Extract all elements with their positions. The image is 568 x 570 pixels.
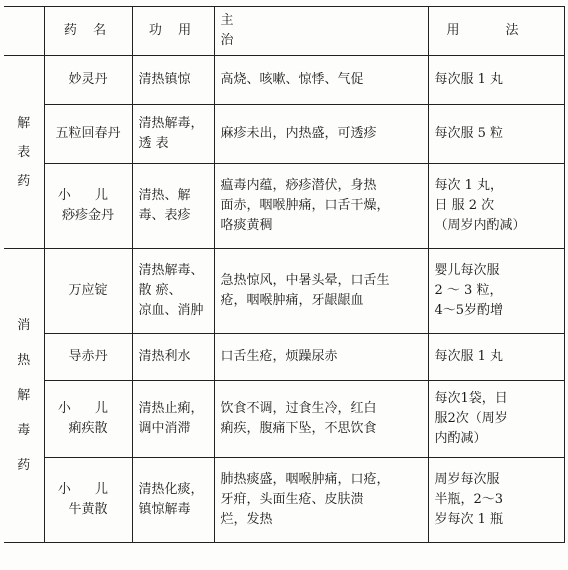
table-row bbox=[4, 381, 564, 458]
drug-name: 小 儿 牛黄散 bbox=[44, 458, 132, 543]
header-name: 药 名 bbox=[44, 7, 132, 56]
drug-name: 导赤丹 bbox=[44, 334, 132, 381]
drug-function: 清热止痢， 调中消滞 bbox=[132, 381, 214, 458]
drug-name: 妙灵丹 bbox=[44, 56, 132, 105]
drug-function: 清热镇惊 bbox=[132, 56, 214, 105]
drug-indication: 瘟毒内蕴，痧疹潜伏，身热 面赤，咽喉肿痛，口舌干燥， 咯痰黄稠 bbox=[214, 164, 428, 249]
medicine-table bbox=[4, 6, 565, 543]
drug-function: 清热化痰， 镇惊解毒 bbox=[132, 458, 214, 543]
drug-name: 万应锭 bbox=[44, 249, 132, 334]
table-row bbox=[4, 458, 564, 543]
drug-usage: 每次 1 丸， 日 服 2 次 （周岁内酌减） bbox=[428, 164, 564, 249]
drug-name: 小 儿 痢疾散 bbox=[44, 381, 132, 458]
drug-indication: 麻疹未出，内热盛，可透疹 bbox=[214, 105, 428, 164]
table-row bbox=[4, 334, 564, 381]
drug-function: 清热解毒， 透 表 bbox=[132, 105, 214, 164]
drug-indication: 口舌生疮，烦躁尿赤 bbox=[214, 334, 428, 381]
drug-indication: 肺热痰盛，咽喉肿痛，口疮， 牙疳，头面生疮、皮肤溃 烂，发热 bbox=[214, 458, 428, 543]
header-usage: 用 法 bbox=[428, 7, 564, 56]
drug-function: 清热利水 bbox=[132, 334, 214, 381]
table-row bbox=[4, 105, 564, 164]
header-category bbox=[4, 7, 44, 56]
drug-usage: 每次服 1 丸 bbox=[428, 334, 564, 381]
drug-usage: 每次服 5 粒 bbox=[428, 105, 564, 164]
drug-indication: 急热惊风，中暑头晕，口舌生 疮，咽喉肿痛，牙龈龈血 bbox=[214, 249, 428, 334]
drug-function: 清热解毒、 散 瘀、 凉血、消肿 bbox=[132, 249, 214, 334]
drug-indication: 高烧、咳嗽、惊悸、气促 bbox=[214, 56, 428, 105]
header-indication: 主治 bbox=[214, 7, 428, 56]
table-row bbox=[4, 164, 564, 249]
drug-usage: 婴儿每次服 2 ～ 3 粒， 4～5岁酌增 bbox=[428, 249, 564, 334]
header-function: 功 用 bbox=[132, 7, 214, 56]
drug-name: 五粒回春丹 bbox=[44, 105, 132, 164]
drug-usage: 周岁每次服 半瓶，2～3 岁每次 1 瓶 bbox=[428, 458, 564, 543]
category-cell: 解 表 药 bbox=[4, 56, 44, 249]
drug-function: 清热、解 毒、表疹 bbox=[132, 164, 214, 249]
table-row bbox=[4, 56, 564, 105]
drug-name: 小 儿 痧疹金丹 bbox=[44, 164, 132, 249]
drug-indication: 饮食不调，过食生冷，红白 痢疾，腹痛下坠，不思饮食 bbox=[214, 381, 428, 458]
drug-usage: 每次服 1 丸 bbox=[428, 56, 564, 105]
drug-usage: 每次1袋，日 服2次（周岁 内酌减） bbox=[428, 381, 564, 458]
header-row bbox=[4, 7, 564, 56]
table-row bbox=[4, 249, 564, 334]
category-cell: 消 热 解 毒 药 bbox=[4, 249, 44, 543]
